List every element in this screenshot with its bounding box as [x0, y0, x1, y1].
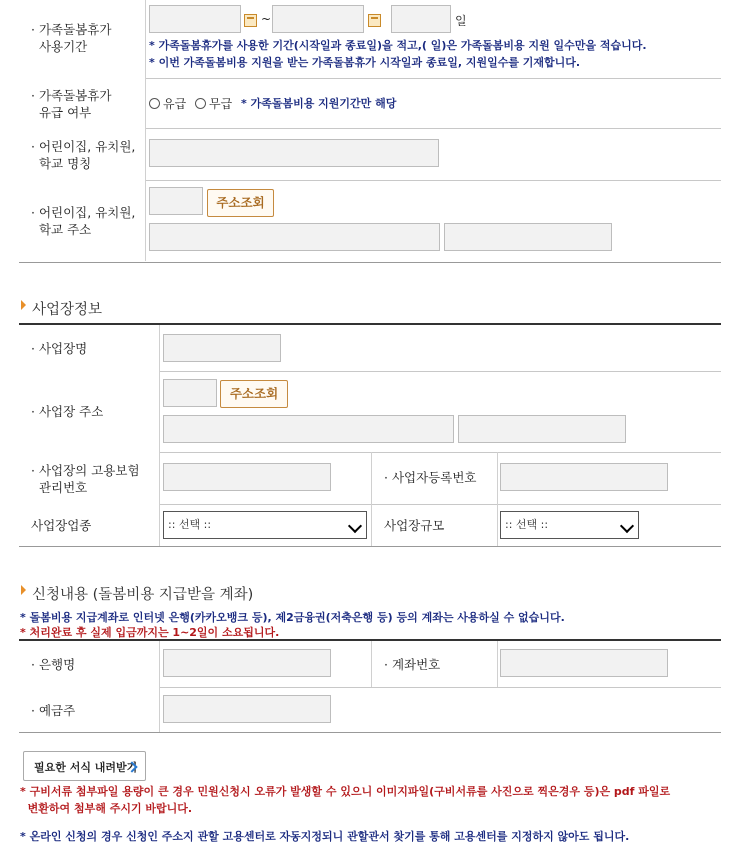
workplace-industry-row [19, 504, 721, 547]
school-addr-search-button[interactable]: 주소조회 [207, 189, 274, 217]
period-row [19, 0, 721, 79]
size-label-cell [371, 504, 498, 546]
workplace-insurance-row [19, 452, 721, 505]
school-addr-label-cell [19, 180, 146, 261]
workplace-addr-input-1[interactable] [163, 415, 454, 443]
application-section-title: 신청내용 (돌봄비용 지급받을 계좌) [32, 583, 253, 604]
school-name-label: · 어린이집, 유치원, 학교 명칭 [31, 139, 136, 171]
workplace-name-input[interactable] [163, 334, 281, 362]
school-zipcode-input[interactable] [149, 187, 203, 215]
workplace-addr-input-2[interactable] [458, 415, 626, 443]
workplace-addr-label: · 사업장 주소 [31, 404, 104, 419]
care-leave-table [19, 0, 721, 263]
unpaid-radio[interactable] [195, 98, 206, 109]
footer-notice-2: * 온라인 신청의 경우 신청인 주소지 관할 고용센터로 자동지정되니 관할관서 찾기를 통해 고용센터를 지정하지 않아도 됩니다. [20, 830, 630, 843]
unpaid-option-label: 무급 [209, 97, 233, 111]
period-note-2: * 이번 가족돌봄비용 지원을 받는 가족돌봄휴가 시작일과 종료일, 지원일수를 기재합니다. [149, 56, 581, 69]
insurance-label: · 사업장의 고용보험 관리번호 [31, 463, 140, 495]
paid-radio[interactable] [149, 98, 160, 109]
workplace-addr-search-button[interactable]: 주소조회 [220, 380, 288, 408]
account-label: · 계좌번호 [384, 657, 441, 672]
workplace-name-row [19, 325, 721, 372]
period-note-1: * 가족돌봄휴가를 사용한 기간(시작일과 종료일)을 적고,( 일)은 가족돌봄비용 지원 일수만을 적습니다. [149, 39, 647, 52]
workplace-table [19, 323, 721, 547]
school-name-label-cell [19, 128, 146, 180]
days-input[interactable] [391, 5, 451, 33]
workplace-name-label: · 사업장명 [31, 341, 88, 356]
bank-name-input[interactable] [163, 649, 331, 677]
bizno-input[interactable] [500, 463, 668, 491]
application-note-2: * 처리완료 후 실제 입금까지는 1~2일이 소요됩니다. [20, 626, 280, 639]
holder-label-cell [19, 687, 160, 732]
section-bullet-icon [21, 585, 26, 595]
workplace-section-title: 사업장정보 [32, 298, 102, 319]
download-forms-button[interactable] [23, 751, 146, 781]
end-date-input[interactable] [272, 5, 364, 33]
day-unit: 일 [455, 14, 467, 28]
account-number-input[interactable] [500, 649, 668, 677]
period-label-cell [19, 0, 146, 78]
paid-label: · 가족돌봄휴가 유급 여부 [31, 88, 112, 120]
bizno-label-cell [371, 452, 498, 504]
school-addr-input-2[interactable] [444, 223, 612, 251]
footer-notice-1: * 구비서류 첨부파일 용량이 큰 경우 민원신청시 오류가 발생할 수 있으니 이미지파일(구비서류를 사진으로 찍은경우 등)은 pdf 파일로 변환하여 첨부해 주시기 바랍니다. [20, 785, 671, 815]
bank-label: · 은행명 [31, 657, 76, 672]
calendar-icon[interactable] [244, 14, 257, 27]
account-label-cell [371, 641, 498, 687]
school-addr-input-1[interactable] [149, 223, 440, 251]
holder-row [19, 687, 721, 733]
workplace-addr-row [19, 371, 721, 453]
tilde: ~ [261, 12, 272, 26]
chevron-down-icon [620, 519, 634, 533]
size-select[interactable]: :: 선택 :: [500, 511, 639, 539]
download-forms-label: 필요한 서식 내려받기 [34, 761, 138, 774]
insurance-number-input[interactable] [163, 463, 331, 491]
bank-label-cell [19, 641, 160, 687]
school-name-row [19, 128, 721, 181]
insurance-label-cell [19, 452, 160, 504]
bank-row [19, 641, 721, 688]
paid-option-label: 유급 [163, 97, 187, 111]
application-table [19, 639, 721, 733]
workplace-addr-label-cell [19, 371, 160, 452]
application-note-1: * 돌봄비용 지급계좌로 인터넷 은행(카카오뱅크 등), 제2금융권(저축은행 등) 등의 계좌는 사용하실 수 없습니다. [20, 611, 565, 624]
paid-row [19, 78, 721, 129]
school-addr-row [19, 180, 721, 261]
chevron-down-icon [348, 519, 362, 533]
school-addr-label: · 어린이집, 유치원, 학교 주소 [31, 205, 136, 237]
holder-input[interactable] [163, 695, 331, 723]
bizno-label: · 사업자등록번호 [384, 470, 477, 485]
section-bullet-icon [21, 300, 26, 310]
start-date-input[interactable] [149, 5, 241, 33]
industry-label-cell [19, 504, 160, 546]
school-name-input[interactable] [149, 139, 439, 167]
period-label: · 가족돌봄휴가 사용기간 [31, 22, 112, 54]
workplace-name-label-cell [19, 325, 160, 371]
paid-note: * 가족돌봄비용 지원기간만 해당 [241, 97, 397, 110]
calendar-icon[interactable] [368, 14, 381, 27]
size-label: 사업장규모 [384, 518, 445, 533]
workplace-zipcode-input[interactable] [163, 379, 217, 407]
industry-select[interactable]: :: 선택 :: [163, 511, 367, 539]
industry-label: 사업장업종 [31, 518, 92, 533]
holder-label: · 예금주 [31, 703, 76, 718]
paid-label-cell [19, 78, 146, 128]
